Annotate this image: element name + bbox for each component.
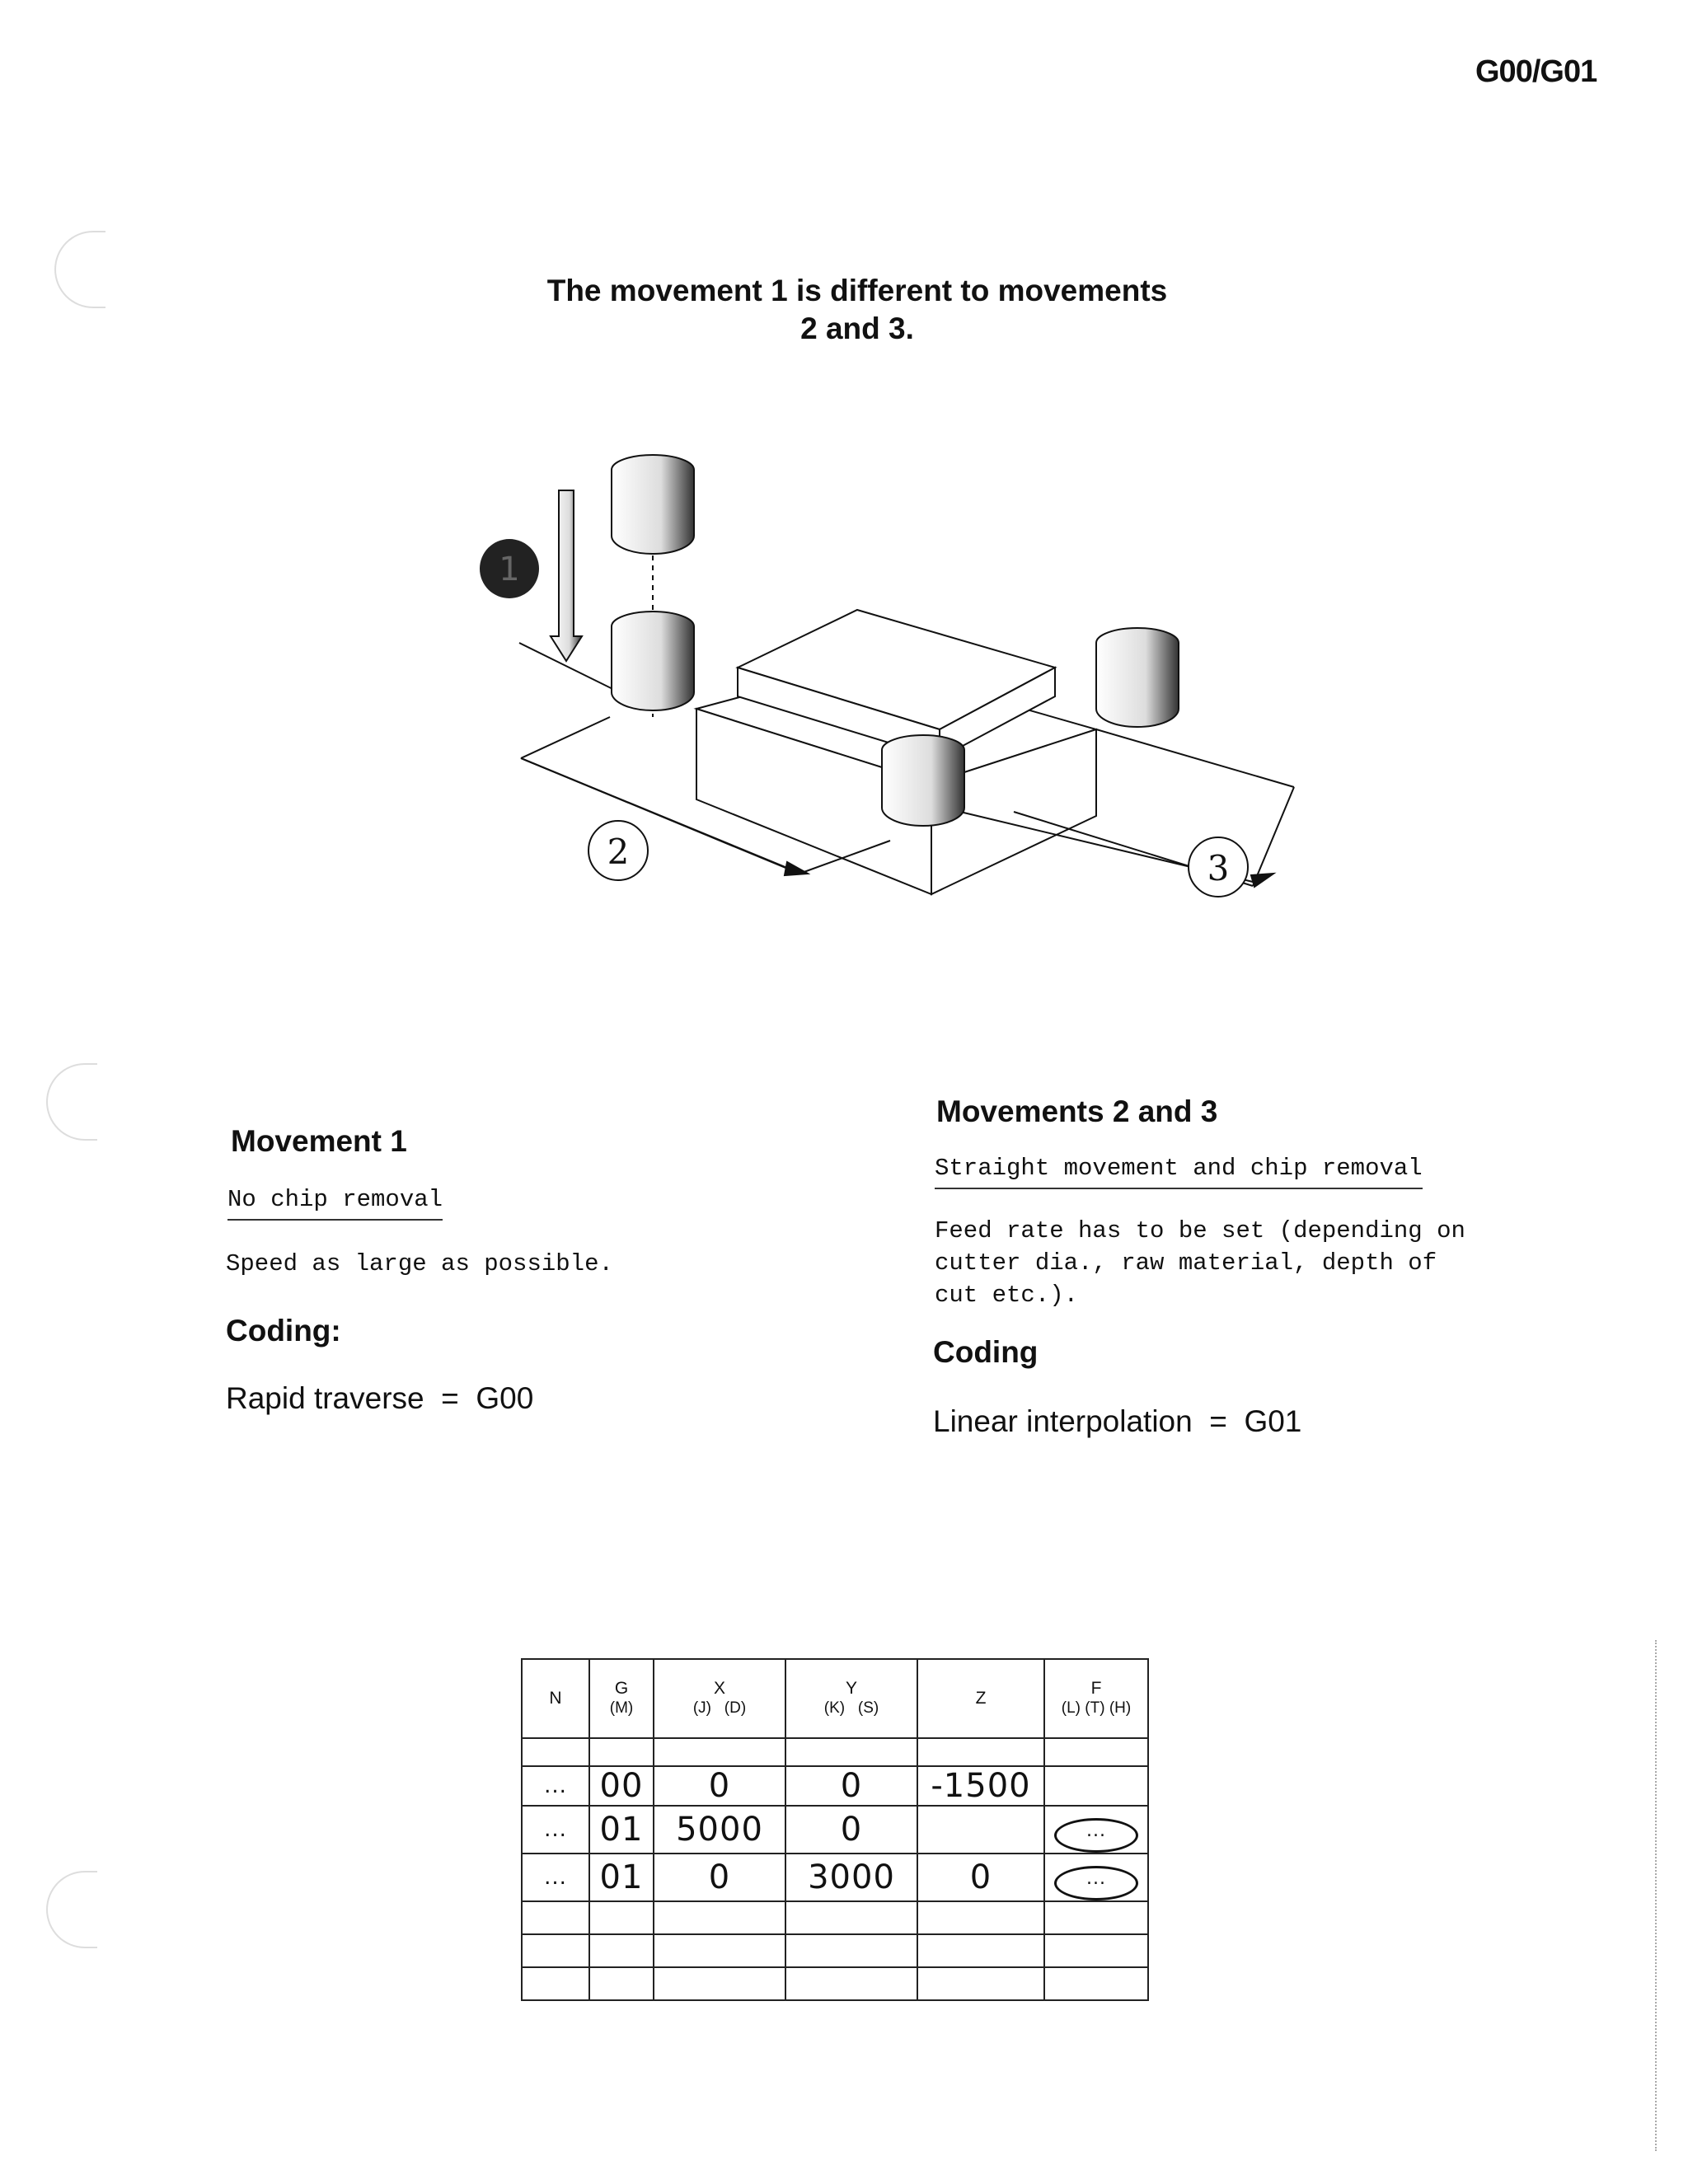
table-row: ... 01 5000 0 ...	[522, 1806, 1148, 1854]
program-table	[521, 1658, 1149, 2001]
punch-hole	[54, 231, 106, 308]
table-row	[522, 1967, 1148, 2000]
label-1: 1	[499, 551, 520, 588]
label-3: 3	[1207, 848, 1230, 888]
coding-heading-right: Coding	[933, 1335, 1039, 1369]
milling-illustration	[462, 445, 1319, 923]
cutter-top	[612, 455, 694, 554]
feed-rate-mark: ...	[1054, 1818, 1138, 1853]
title-line-2: 2 and 3.	[800, 312, 914, 345]
table-row: ... 00 0 0 -1500	[522, 1766, 1148, 1806]
program-sheet	[521, 1658, 1147, 2004]
table-row	[522, 1738, 1148, 1766]
table-row	[522, 1934, 1148, 1967]
movements-2-3-heading: Movements 2 and 3	[936, 1094, 1218, 1128]
header-g: G (M)	[589, 1659, 654, 1738]
movements-2-3-subheading: Straight movement and chip removal	[935, 1152, 1423, 1189]
cutter-lowered	[612, 612, 694, 710]
perforation-line	[1655, 1640, 1657, 2151]
header-x: X (J) (D)	[654, 1659, 785, 1738]
header-n: N	[522, 1659, 589, 1738]
label-2: 2	[607, 832, 630, 872]
coding-heading-left: Coding:	[226, 1314, 341, 1347]
header-y: Y (K) (S)	[785, 1659, 917, 1738]
header-z: Z	[917, 1659, 1044, 1738]
movement-1-subheading: No chip removal	[227, 1183, 443, 1221]
movements-2-3-body: Feed rate has to be set (depending on cutter dia., raw material, depth of cut etc.).	[935, 1217, 1465, 1309]
cutter-right	[1096, 628, 1179, 727]
table-row	[522, 1901, 1148, 1934]
punch-hole	[46, 1871, 97, 1948]
page-title	[462, 272, 1253, 348]
arrow-movement-1	[551, 490, 582, 661]
feed-rate-mark: ...	[1054, 1866, 1138, 1900]
movement-1-body: Speed as large as possible.	[226, 1250, 613, 1277]
movement-1-heading: Movement 1	[231, 1124, 407, 1158]
table-row: ... 01 0 3000 0 ...	[522, 1854, 1148, 1901]
punch-hole	[46, 1063, 97, 1141]
coding-rapid-traverse: Rapid traverse = G00	[226, 1381, 534, 1415]
page-code: G00/G01	[1475, 54, 1597, 89]
title-line-1: The movement 1 is different to movements	[546, 274, 1168, 307]
table-header-row	[522, 1659, 1148, 1738]
cutter-middle	[882, 735, 964, 826]
header-f: F (L) (T) (H)	[1044, 1659, 1148, 1738]
coding-linear-interpolation: Linear interpolation = G01	[933, 1404, 1302, 1438]
